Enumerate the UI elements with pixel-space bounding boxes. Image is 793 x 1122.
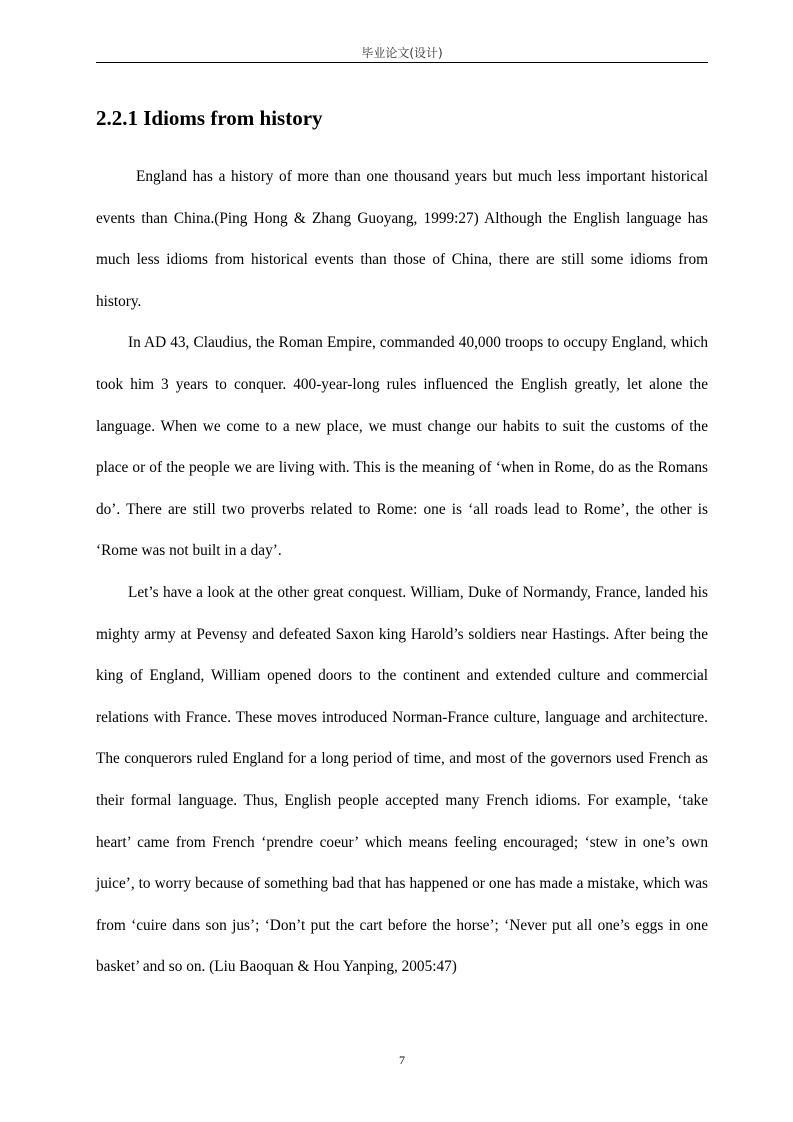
paragraph-history-overview: England has a history of more than one thousand years but much less important historical events than China.(Ping Hong & Zhang Guoyang, 1999:27) Although the English language has much less idioms from historical events than those of China, there are still some idioms from history. [96,168,708,310]
running-header: 毕业论文(设计) [361,46,443,60]
paragraph-roman-conquest: In AD 43, Claudius, the Roman Empire, commanded 40,000 troops to occupy England, which took him 3 years to conquer. 400-year-long rules influenced the English greatly, let alone the language. When we come to a new place, we must change our habits to suit the customs of the place or of the people we are living with. This is the meaning of ‘when in Rome, do as the Romans do’. There are still two proverbs related to Rome: one is ‘all roads lead to Rome’, the other is ‘Rome was not built in a day’. [96,334,708,560]
section-heading: 2.2.1 Idioms from history [96,106,323,130]
body-text [96,156,708,988]
header-rule [96,62,708,63]
page-number: 7 [399,1053,405,1067]
paragraph-norman-conquest: Let’s have a look at the other great conquest. William, Duke of Normandy, France, landed his mighty army at Pevensy and defeated Saxon king Harold’s soldiers near Hastings. After being the king of England, William opened doors to the continent and extended culture and commercial relations with France. These moves introduced Norman-France culture, language and architecture. The conquerors ruled England for a long period of time, and most of the governors used French as their formal language. Thus, English people accepted many French idioms. For example, ‘take heart’ came from French ‘prendre coeur’ which means feeling encouraged; ‘stew in one’s own juice’, to worry because of something bad that has happened or one has made a mistake, which was from ‘cuire dans son jus’; ‘Don’t put the cart before the horse’; ‘Never put all one’s eggs in one basket’ and so on. (Liu Baoquan & Hou Yanping, 2005:47) [96,583,708,976]
